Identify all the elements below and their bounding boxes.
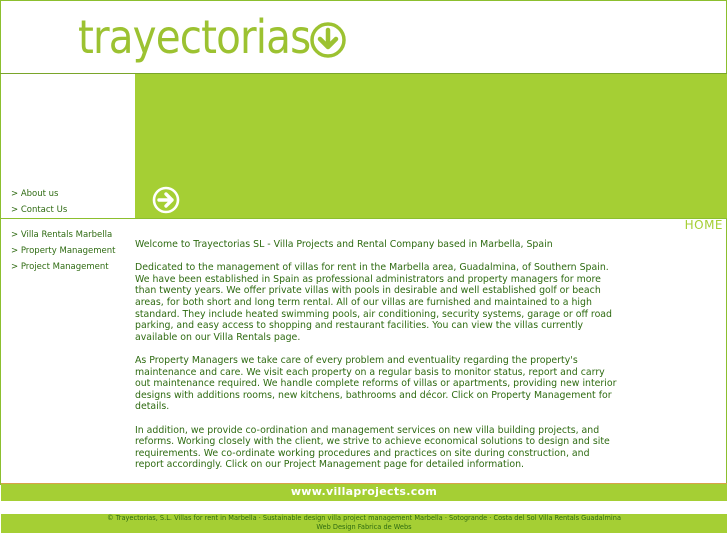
nav-property-management[interactable]: > Property Management — [11, 246, 116, 256]
footer-copyright: © Trayectorias, S.L. Villas for rent in Marbella · Sustainable design villa project management Marbella · Sotogrande · Costa del Sol Villa Rentals Guadalmina — [107, 514, 621, 522]
footer-credit[interactable]: Web Design Fabrica de Webs — [316, 523, 412, 531]
banner-divider — [0, 218, 727, 219]
nav-project-management[interactable]: > Project Management — [11, 262, 109, 272]
villa-rentals-paragraph: Dedicated to the management of villas for rent in the Marbella area, Guadalmina, of Southern Spain. We have been established in Spain as professional administrators and property managers for more than twenty years. We offer private villas with pools in desirable and well established golf or beach areas, for both short and long term rental. All of our villas are furnished and maintained to a high standard. They include heated swimming pools, air conditioning, security systems, garage or off road parking, and easy access to shopping and restaurant facilities. You can view the villas currently available on our Villa Rentals page. — [135, 262, 613, 343]
nav-villa-rentals[interactable]: > Villa Rentals Marbella — [11, 230, 113, 240]
home-link[interactable]: HOME — [684, 218, 723, 232]
down-arrow-circle-icon — [309, 21, 347, 59]
logo[interactable]: trayectorias — [78, 10, 311, 64]
header — [1, 1, 726, 73]
banner — [135, 74, 727, 218]
site-url-bar — [1, 483, 727, 501]
right-arrow-circle-icon[interactable] — [152, 186, 180, 214]
property-management-paragraph: As Property Managers we take care of every problem and eventuality regarding the property's maintenance and care. We visit each property on a regular basis to monitor status, report and carry out maintenance required. We handle complete reforms of villas or apartments, providing new interior designs with additions rooms, new kitchens, bathrooms and décor. Click on Property Management for details. — [135, 354, 617, 413]
welcome-paragraph: Welcome to Trayectorias SL - Villa Projects and Rental Company based in Marbella, Spain — [135, 239, 553, 250]
site-url[interactable]: www.villaprojects.com — [290, 485, 438, 498]
main-content — [135, 239, 619, 482]
footer — [1, 514, 727, 533]
project-management-paragraph: In addition, we provide co-ordination and management services on new villa building projects, and reforms. Working closely with the client, we strive to achieve economical solutions to design and site requirements. We co-ordinate working procedures and practices on site during construction, and report accordingly. Click on our Project Management page for detailed information. — [135, 424, 610, 471]
nav-about-us[interactable]: > About us — [11, 189, 59, 199]
nav-contact-us[interactable]: > Contact Us — [11, 205, 68, 215]
